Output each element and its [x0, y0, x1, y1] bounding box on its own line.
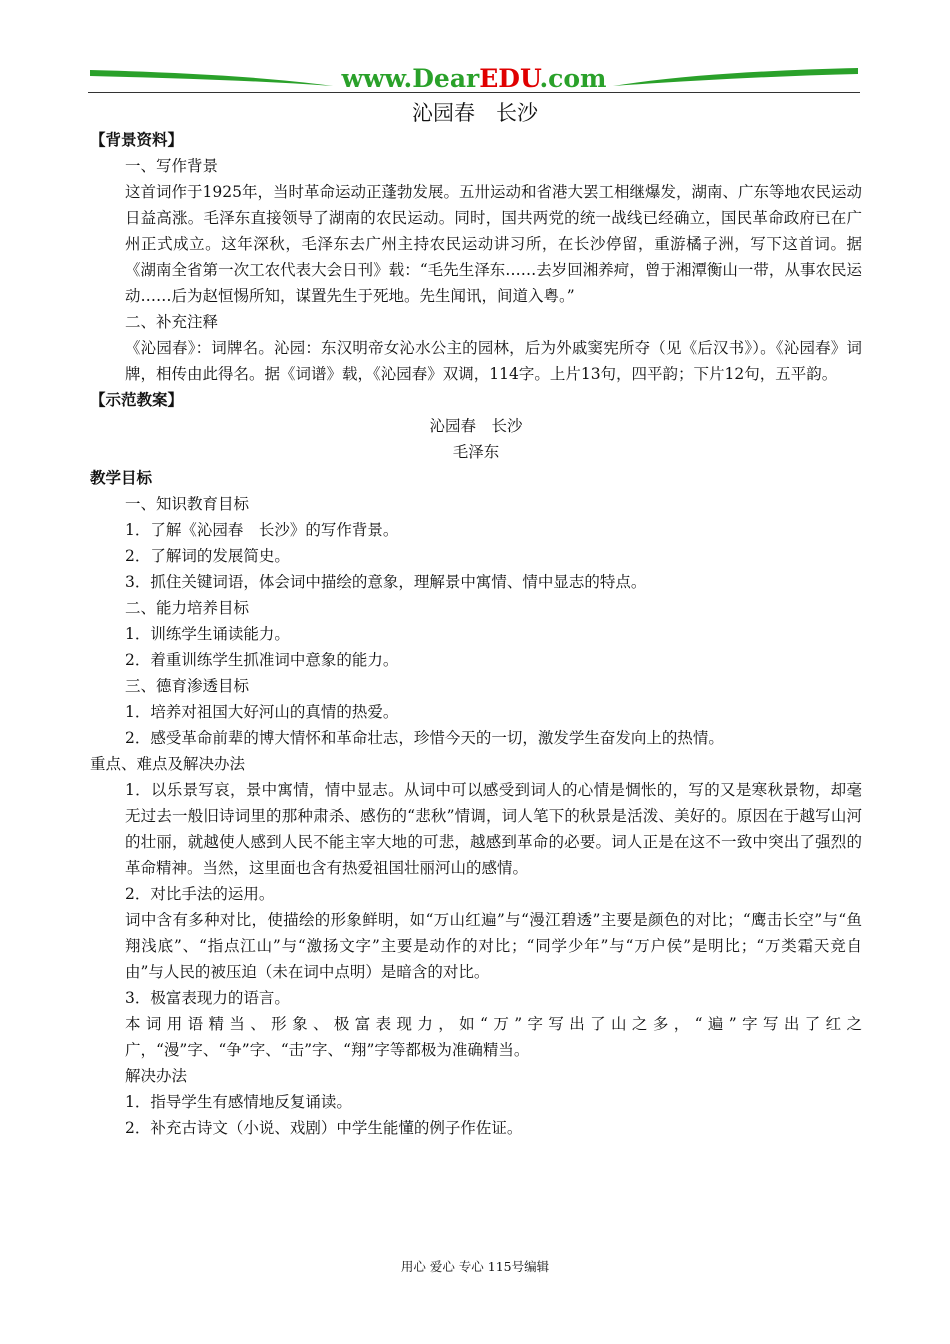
writing-background-heading: 一、写作背景: [125, 157, 219, 175]
list-item: 1．了解《沁园春 长沙》的写作背景。: [125, 521, 399, 539]
goals-heading: 教学目标: [90, 469, 153, 487]
knowledge-goal-heading: 一、知识教育目标: [125, 495, 250, 513]
annotation-heading: 二、补充注释: [125, 313, 219, 331]
plan-heading: 【示范教案】: [90, 391, 184, 409]
writing-background-text: 这首词作于1925年，当时革命运动正蓬勃发展。五卅运动和省港大罢工相继爆发，湖南、广东等地农民运动日益高涨。毛泽东直接领导了湖南的农民运动。同时，国共两党的统一战线已经确立，国民革命政府已在广州正式成立。这年深秋，毛泽东去广州主持农民运动讲习所，在长沙停留，重游橘子洲，写下这首词。据《湖南全省第一次工农代表大会日刊》载：“毛先生泽东……去岁回湘养疴，曾于湘潭衡山一带，从事农民运动……后为赵恒惕所知，谋置先生于死地。先生闻讯，间道入粤。”: [125, 183, 862, 305]
header-divider: [88, 92, 860, 93]
background-heading: 【背景资料】: [90, 131, 184, 149]
page-footer: 用心 爱心 专心 115号编辑: [400, 1259, 550, 1274]
document-body: [90, 127, 862, 1141]
poem-title: 沁园春 长沙: [429, 417, 523, 435]
key-point-3-heading: 3．极富表现力的语言。: [125, 989, 290, 1007]
list-item: 1．培养对祖国大好河山的真情的热爱。: [125, 703, 399, 721]
key-point-2-text: 词中含有多种对比，使描绘的形象鲜明，如“万山红遍”与“漫江碧透”主要是颜色的对比；“鹰击长空”与“鱼翔浅底”、“指点江山”与“激扬文字”主要是动作的对比；“同学少年”与“万户侯”是明比；“万类霜天竞自由”与人民的被压迫（未在词中点明）是暗含的对比。: [125, 911, 862, 981]
document-title: 沁园春 长沙: [412, 101, 538, 125]
site-logo: [88, 60, 860, 94]
moral-goal-heading: 三、德育渗透目标: [125, 677, 250, 695]
annotation-text: 《沁园春》：词牌名。沁园：东汉明帝女沁水公主的园林，后为外戚窦宪所夺（见《后汉书》）。《沁园春》词牌，相传由此得名。据《词谱》载，《沁园春》双调，114字。上片13句，四平韵；下片12句，五平韵。: [125, 339, 862, 383]
list-item: 2．补充古诗文（小说、戏剧）中学生能懂的例子作佐证。: [125, 1119, 523, 1137]
key-points-heading: 重点、难点及解决办法: [90, 755, 246, 773]
key-point-2-heading: 2．对比手法的运用。: [125, 885, 275, 903]
list-item: 2．了解词的发展简史。: [125, 547, 290, 565]
method-heading: 解决办法: [125, 1067, 188, 1085]
right-swoosh: [613, 68, 858, 86]
ability-goal-heading: 二、能力培养目标: [125, 599, 250, 617]
list-item: 3．抓住关键词语，体会词中描绘的意象，理解景中寓情、情中显志的特点。: [125, 573, 647, 591]
left-swoosh: [90, 70, 333, 86]
key-point-3-text: 本词用语精当、形象、极富表现力，如“万”字写出了山之多，“遍”字写出了红之广，“漫”字、“争”字、“击”字、“翔”字等都极为准确精当。: [125, 1015, 862, 1059]
list-item: 1．训练学生诵读能力。: [125, 625, 290, 643]
site-name: www.DearEDU.com: [341, 64, 607, 93]
key-point-1: 1．以乐景写哀，景中寓情，情中显志。从词中可以感受到词人的心情是惆怅的，写的又是寒秋景物，却毫无过去一般旧诗词里的那种肃杀、感伤的“悲秋”情调，词人笔下的秋景是活泼、美好的。原因在于越写山河的壮丽，就越使人感到人民不能主宰大地的可悲，越感到革命的必要。词人正是在这不一致中突出了强烈的革命精神。当然，这里面也含有热爱祖国壮丽河山的感情。: [125, 781, 862, 877]
site-header-banner: [88, 60, 860, 94]
list-item: 2．感受革命前辈的博大情怀和革命壮志，珍惜今天的一切，激发学生奋发向上的热情。: [125, 729, 724, 747]
poem-author: 毛泽东: [452, 443, 500, 461]
list-item: 1．指导学生有感情地反复诵读。: [125, 1093, 352, 1111]
list-item: 2．着重训练学生抓准词中意象的能力。: [125, 651, 399, 669]
